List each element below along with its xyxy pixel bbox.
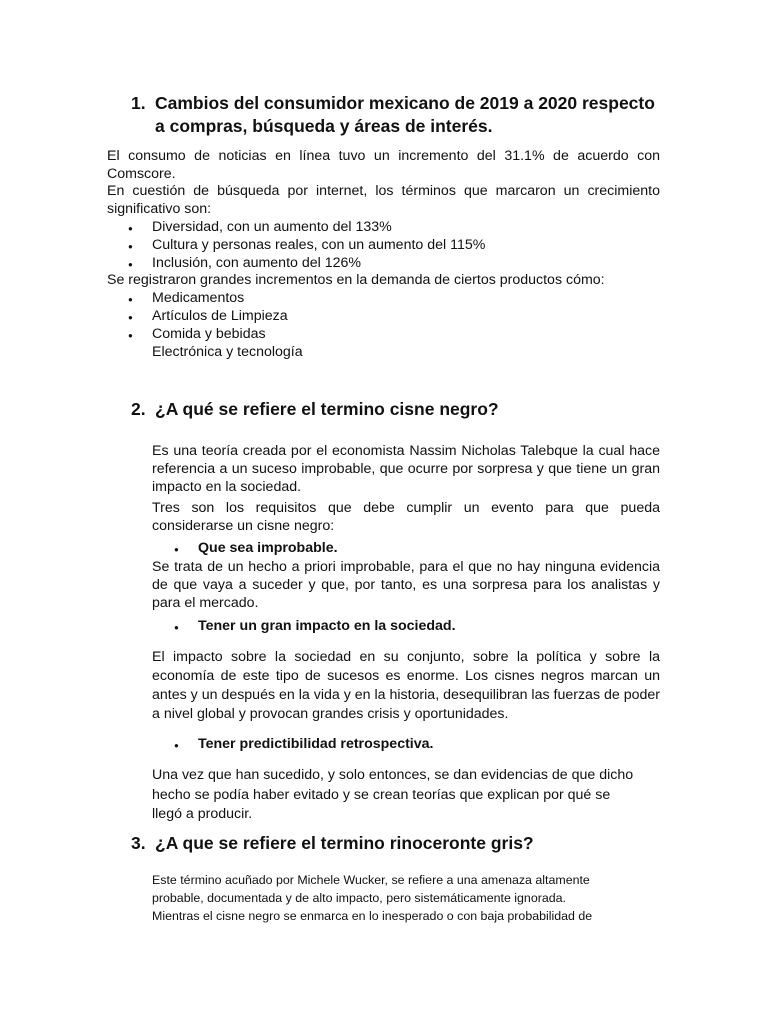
bullet-icon: ● (128, 224, 133, 233)
paragraph-line: probable, documentada y de alto impacto, pero sistemáticamente ignorada. (152, 891, 566, 905)
list-item-text: Diversidad, con un aumento del 133% (152, 219, 392, 235)
list-item-text: Cultura y personas reales, con un aumento del 115% (152, 237, 486, 253)
section-2-heading (131, 398, 691, 421)
section-number: 1. (131, 93, 146, 113)
section-3-heading (131, 832, 691, 855)
section-title: ¿A qué se refiere el termino cisne negro? (155, 399, 499, 419)
section-1-heading (131, 92, 691, 138)
list-item-text: Inclusión, con aumento del 126% (152, 255, 362, 271)
section-title-line-1: Cambios del consumidor mexicano de 2019 a 2020 respecto (155, 93, 655, 113)
section-number: 2. (131, 399, 146, 419)
bullet-icon: ● (128, 260, 133, 269)
list-item-text: Artículos de Limpieza (152, 308, 288, 324)
requirement-text: Se trata de un hecho a priori improbable, para el que no hay ninguna evidencia de que vaya a suceder y que, por tanto, es una sorpresa para los analistas y para el mercado. (152, 559, 660, 611)
requirement-title: Que sea improbable. (198, 540, 338, 556)
bullet-icon: ● (128, 331, 133, 340)
bullet-icon: ● (128, 242, 133, 251)
bullet-icon: ● (174, 741, 179, 750)
requirement-text: El impacto sobre la sociedad en su conjunto, sobre la política y sobre la economía de este tipo de sucesos es enorme. Los cisnes negros marcan un antes y un después en la vida y en la historia, desequilibran las fuerzas de poder a nivel global y provocan grandes crisis y oportunidades. (152, 649, 660, 722)
list-item-text: Comida y bebidas (152, 326, 266, 342)
requirement-title: Tener predictibilidad retrospectiva. (198, 736, 434, 752)
list-item-text: Medicamentos (152, 290, 245, 306)
paragraph-news-consumption: El consumo de noticias en línea tuvo un incremento del 31.1% de acuerdo con Comscore. (107, 148, 660, 182)
section-title: ¿A que se refiere el termino rinoceronte gris? (155, 833, 534, 853)
paragraph-requirements-intro: Tres son los requisitos que debe cumplir un evento para que pueda considerarse un cisne negro: (152, 500, 660, 534)
bullet-icon: ● (174, 545, 179, 554)
paragraph-line: Mientras el cisne negro se enmarca en lo inesperado o con baja probabilidad de (152, 909, 593, 923)
paragraph-search-terms: En cuestión de búsqueda por internet, los términos que marcaron un crecimiento significativo son: (107, 183, 660, 217)
paragraph-line: Este término acuñado por Michele Wucker, se refiere a una amenaza altamente (152, 873, 590, 887)
requirement-text: Una vez que han sucedido, y solo entonces, se dan evidencias de que dicho hecho se podía haber evitado y se crean teorías que explican por qué se llegó a producir. (152, 767, 634, 822)
paragraph-black-swan-definition: Es una teoría creada por el economista Nassim Nicholas Talebque la cual hace referencia a un suceso improbable, que ocurre por sorpresa y que tiene un gran impacto en la sociedad. (152, 443, 660, 495)
bullet-icon: ● (128, 313, 133, 322)
section-number: 3. (131, 833, 146, 853)
bullet-icon: ● (128, 295, 133, 304)
paragraph-products-intro: Se registraron grandes incrementos en la demanda de ciertos productos cómo: (107, 272, 605, 288)
list-item-text: Electrónica y tecnología (152, 344, 303, 360)
section-title-line-2: a compras, búsqueda y áreas de interés. (155, 116, 493, 136)
bullet-icon: ● (174, 623, 179, 632)
requirement-title: Tener un gran impacto en la sociedad. (198, 618, 456, 634)
